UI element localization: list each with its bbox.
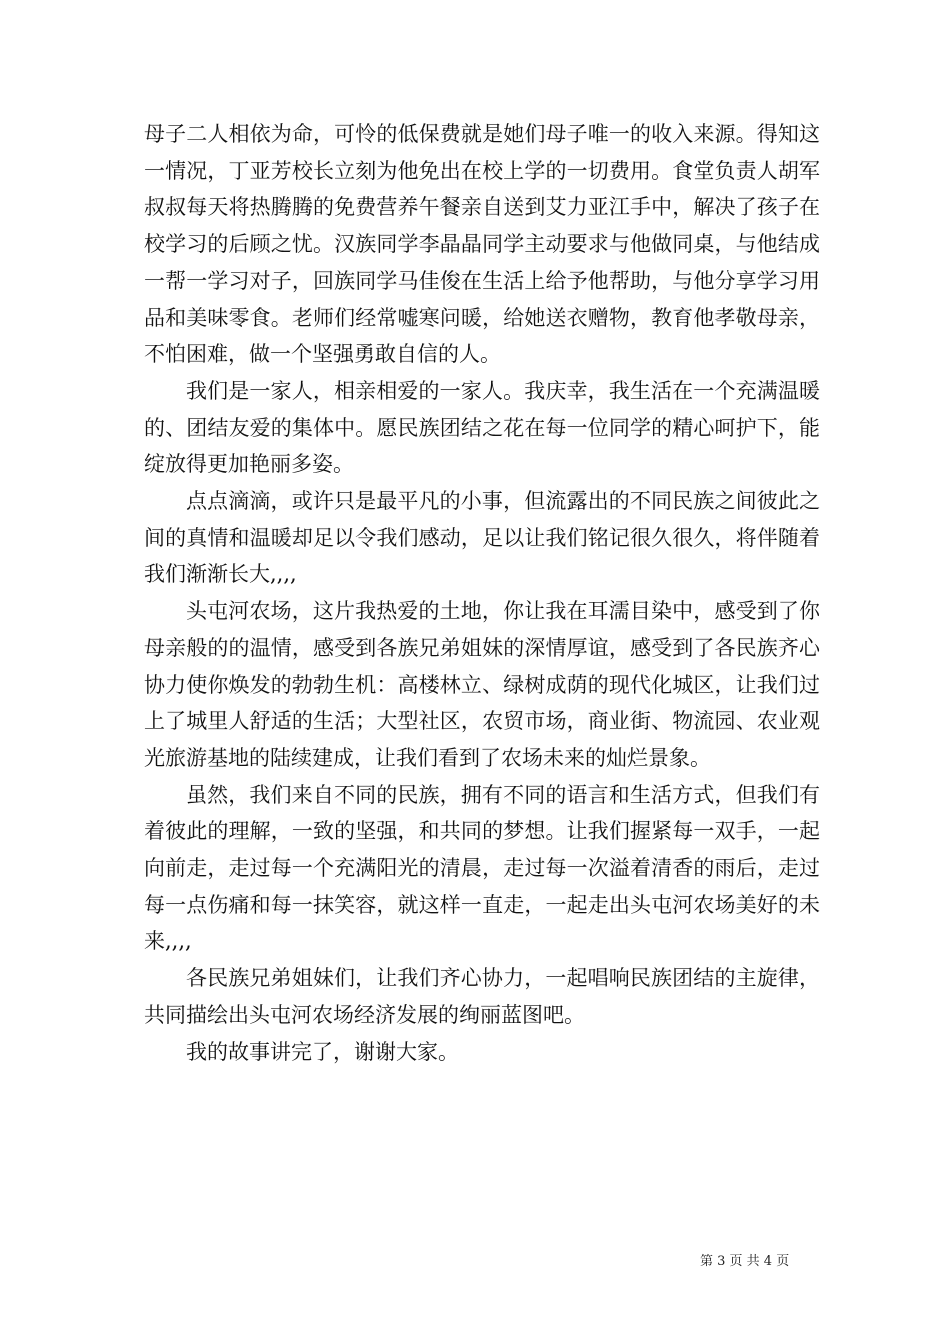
paragraph-5: 虽然，我们来自不同的民族，拥有不同的语言和生活方式，但我们有着彼此的理解，一致的坚强，和共同的梦想。让我们握紧每一双手，一起向前走，走过每一个充满阳光的清晨，走过每一次溢着清香的雨后，走过每一点伤痛和每一抹笑容，就这样一直走，一起走出头屯河农场美好的未来,,,, (144, 782, 820, 954)
paragraph-2: 我们是一家人，相亲相爱的一家人。我庆幸，我生活在一个充满温暖的、团结友爱的集体中。愿民族团结之花在每一位同学的精心呵护下，能绽放得更加艳丽多姿。 (144, 378, 820, 477)
paragraph-7: 我的故事讲完了，谢谢大家。 (186, 1039, 459, 1064)
paragraph-3: 点点滴滴，或许只是最平凡的小事，但流露出的不同民族之间彼此之间的真情和温暖却足以令我们感动，足以让我们铭记很久很久，将伴随着我们渐渐长大,,,, (144, 489, 820, 587)
paragraph-6: 各民族兄弟姐妹们，让我们齐心协力，一起唱响民族团结的主旋律，共同描绘出头屯河农场经济发展的绚丽蓝图吧。 (144, 966, 820, 1027)
paragraph-1: 母子二人相依为命，可怜的低保费就是她们母子唯一的收入来源。得知这一情况，丁亚芳校长立刻为他免出在校上学的一切费用。食堂负责人胡军叔叔每天将热腾腾的免费营养午餐亲自送到艾力亚江手中，解决了孩子在校学习的后顾之忧。汉族同学李晶晶同学主动要求与他做同桌，与他结成一帮一学习对子，回族同学马佳俊在生活上给予他帮助，与他分享学习用品和美味零食。老师们经常嘘寒问暖，给她送衣赠物，教育他孝敬母亲，不怕困难，做一个坚强勇敢自信的人。 (144, 122, 820, 367)
document-body (144, 116, 820, 1070)
page-number-footer: 第 3 页 共 4 页 (700, 1254, 790, 1269)
paragraph-4: 头屯河农场，这片我热爱的土地，你让我在耳濡目染中，感受到了你母亲般的的温情，感受到各族兄弟姐妹的深情厚谊，感受到了各民族齐心协力使你焕发的勃勃生机：高楼林立、绿树成荫的现代化城区，让我们过上了城里人舒适的生活；大型社区，农贸市场，商业街、物流园、农业观光旅游基地的陆续建成，让我们看到了农场未来的灿烂景象。 (144, 599, 820, 770)
